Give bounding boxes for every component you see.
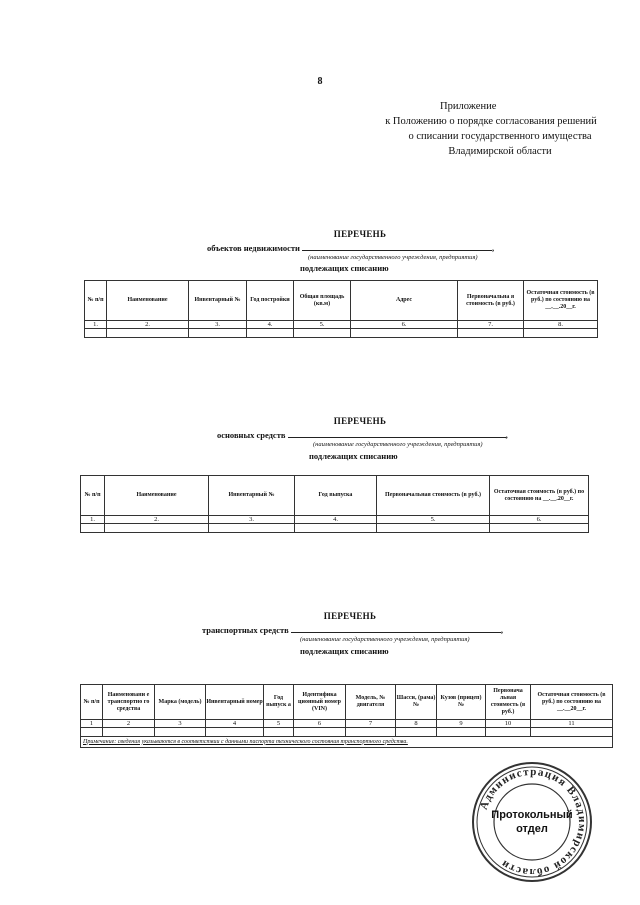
list3-col-number: 7	[346, 720, 396, 728]
list3-header: Шасси, (рама)№	[396, 685, 437, 720]
list2-header: Остаточная стоимость (в руб.) по состоянию на __.__.20__г.	[490, 476, 589, 516]
list3-footer: подлежащих списанию	[300, 646, 389, 656]
list2-header: Наименование	[105, 476, 209, 516]
list2-table	[80, 475, 589, 533]
list3-col-number: 6	[294, 720, 346, 728]
list3-header: Марка (модель)	[155, 685, 206, 720]
list3-header: Остаточная стоимость (в руб.) по состоянию на __.__20__г.	[531, 685, 613, 720]
list1-header: Общая площадь (кв.м)	[294, 281, 351, 321]
list3-note-cell	[81, 737, 613, 748]
list2-header: Первоначальная стоимость (в руб.)	[377, 476, 490, 516]
list1-header: Инвентарный №	[189, 281, 247, 321]
list1-col-number: 1.	[85, 321, 107, 329]
list3-caption: (наименование государственного учреждения, предприятия)	[300, 636, 470, 643]
list3-col-number: 9	[437, 720, 486, 728]
list1-table	[84, 280, 598, 338]
list1-col-number: 7.	[458, 321, 524, 329]
list3-note: Примечание: сведения указываются в соответствии с данными паспорта технического состояния транспортного средства.	[83, 738, 408, 745]
list2-blank-line	[288, 428, 506, 438]
list3-header: Год выпуск а	[264, 685, 294, 720]
list3-col-number: 2	[103, 720, 155, 728]
list2-title: ПЕРЕЧЕНЬ	[333, 416, 387, 426]
list2-col-number: 6.	[490, 516, 589, 524]
list1-footer: подлежащих списанию	[300, 263, 389, 273]
list3-empty-row	[81, 728, 613, 737]
list3-col-number: 1	[81, 720, 103, 728]
list2-col-number: 1.	[81, 516, 105, 524]
list3-col-number: 11	[531, 720, 613, 728]
list3-subtitle-line: транспортных средств ,	[202, 625, 504, 635]
list3-col-number: 5	[264, 720, 294, 728]
list2-header: Год выпуска	[295, 476, 377, 516]
stamp-center	[486, 808, 578, 836]
list1-blank-line	[302, 241, 492, 251]
list1-header: Наименование	[107, 281, 189, 321]
list2-empty-row	[81, 524, 589, 533]
list3-header: Кузов (прицеп) №	[437, 685, 486, 720]
list1-header: № п/п	[85, 281, 107, 321]
list3-col-number: 4	[206, 720, 264, 728]
list2-subtitle-line: основных средств ,	[217, 430, 508, 440]
list2-footer: подлежащих списанию	[309, 451, 398, 461]
list1-header: Адрес	[351, 281, 458, 321]
list1-header: Первоначальна я стоимость (в руб.)	[458, 281, 524, 321]
list1-title: ПЕРЕЧЕНЬ	[333, 229, 387, 239]
list1-col-number: 6.	[351, 321, 458, 329]
list3-header: Первонача льная стоимость (в руб.)	[486, 685, 531, 720]
list1-header: Остаточная стоимость (в руб.) по состоянию на __.__.20__г.	[524, 281, 598, 321]
list1-col-number: 8.	[524, 321, 598, 329]
list3-col-number: 8	[396, 720, 437, 728]
list1-col-number: 3.	[189, 321, 247, 329]
list1-subtitle-line: объектов недвижимости ,	[207, 243, 495, 253]
list3-header: Наименовани е транспортно го средства	[103, 685, 155, 720]
list3-col-number: 3	[155, 720, 206, 728]
appendix-header	[360, 99, 640, 159]
list2-col-number: 3.	[209, 516, 295, 524]
stamp-center-line-2: отдел	[516, 823, 548, 835]
appendix-label: Приложение	[440, 101, 497, 112]
list1-empty-row	[85, 329, 598, 338]
list3-header: Инвентарный номер	[206, 685, 264, 720]
page-number: 8	[317, 76, 323, 87]
appendix-line-1: к Положению о порядке согласования решений	[385, 116, 597, 127]
list1-col-number: 5.	[294, 321, 351, 329]
list3-blank-line	[291, 623, 501, 633]
stamp-ring-text: Администрация Владимирской области	[477, 765, 589, 879]
appendix-line-2: о списании государственного имущества	[408, 131, 592, 142]
list2-col-number: 5.	[377, 516, 490, 524]
list2-subtitle: основных средств	[217, 430, 286, 440]
list3-col-number: 10	[486, 720, 531, 728]
list3-header: Идентифика ционный номер (VIN)	[294, 685, 346, 720]
stamp-center-line-1: Протокольный	[491, 809, 573, 821]
list1-col-number: 2.	[107, 321, 189, 329]
official-stamp	[456, 758, 608, 883]
list3-header: № п/п	[81, 685, 103, 720]
list2-col-number: 4.	[295, 516, 377, 524]
list2-header: № п/п	[81, 476, 105, 516]
list2-header: Инвентарный №	[209, 476, 295, 516]
list3-subtitle: транспортных средств	[202, 625, 289, 635]
list1-subtitle: объектов недвижимости	[207, 243, 300, 253]
appendix-line-3: Владимирской области	[448, 146, 552, 157]
list1-header: Год постройки	[247, 281, 294, 321]
list3-table	[80, 684, 613, 748]
list2-caption: (наименование государственного учреждения, предприятия)	[313, 441, 483, 448]
list3-header: Модель, № двигателя	[346, 685, 396, 720]
list2-col-number: 2.	[105, 516, 209, 524]
list3-title: ПЕРЕЧЕНЬ	[323, 611, 377, 621]
list1-caption: (наименование государственного учреждения, предприятия)	[308, 254, 478, 261]
list1-col-number: 4.	[247, 321, 294, 329]
